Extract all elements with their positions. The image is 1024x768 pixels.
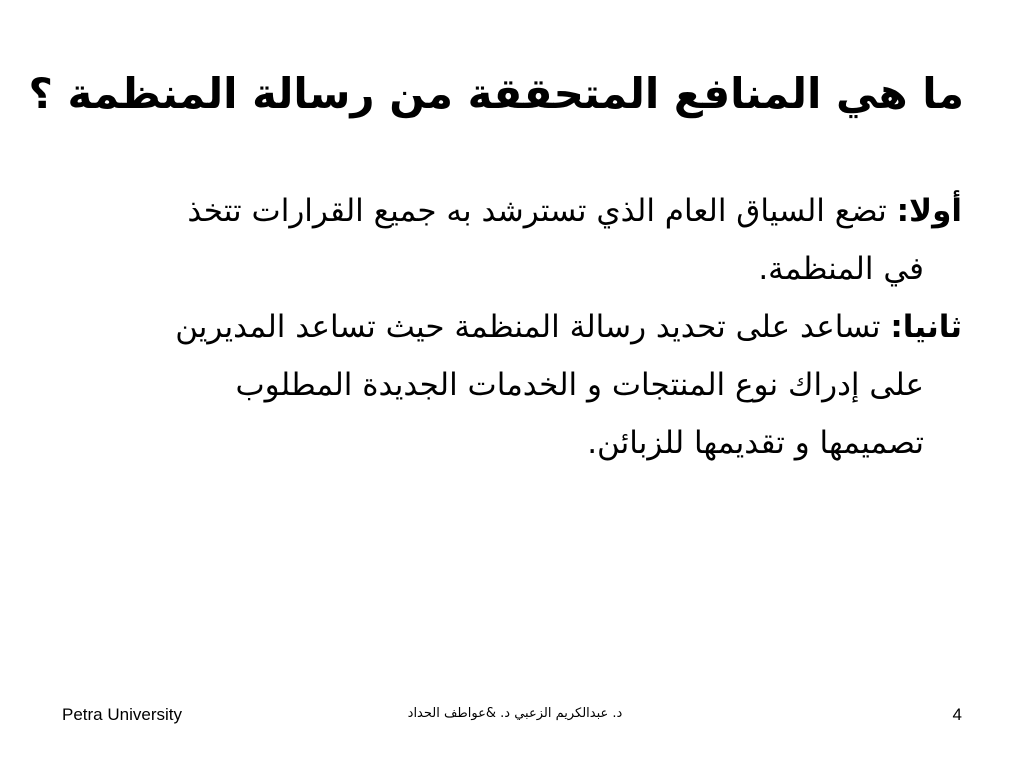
footer-page-number: 4 — [952, 705, 962, 724]
paragraph-second-line-1 — [82, 298, 962, 356]
paragraph-first-lead: أولا: — [896, 193, 962, 229]
footer-authors: د. عبدالكريم الزعبي د. &عواطف الحداد — [407, 706, 623, 721]
paragraph-second-line-3: تصميمها و تقديمها للزبائن. — [587, 425, 924, 461]
slide-body — [82, 182, 962, 472]
paragraph-second — [82, 298, 962, 472]
paragraph-first-line-1 — [82, 182, 962, 240]
paragraph-first-line-2: في المنظمة. — [758, 251, 924, 287]
paragraph-second-text-1: تساعد على تحديد رسالة المنظمة حيث تساعد المديرين — [175, 309, 881, 345]
paragraph-first-text-1: تضع السياق العام الذي تسترشد به جميع القرارات تتخذ — [187, 193, 887, 229]
paragraph-first — [82, 182, 962, 298]
slide-title: ما هي المنافع المتحققة من رسالة المنظمة ؟ — [28, 69, 964, 118]
paragraph-second-lead: ثانيا: — [890, 309, 962, 345]
paragraph-second-line-2: على إدراك نوع المنتجات و الخدمات الجديدة المطلوب — [235, 367, 924, 403]
footer-university: Petra University — [62, 705, 182, 724]
